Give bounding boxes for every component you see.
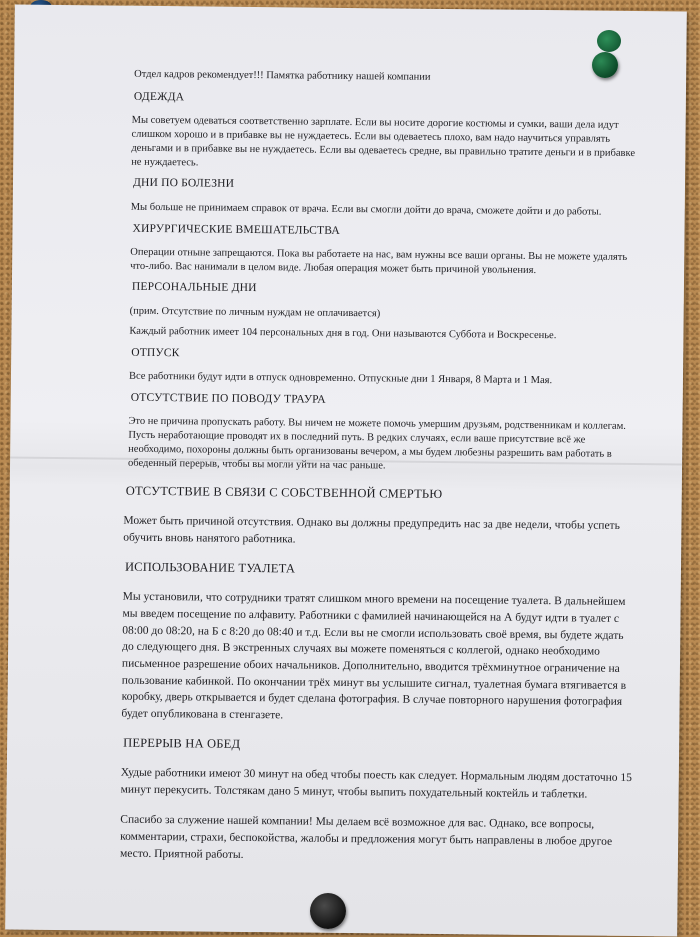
section-bereavement: [118, 391, 639, 476]
section-own-death: [117, 483, 638, 552]
section-paragraph: Каждый работник имеет 104 персональных дня в год. Они называются Суббота и Воскресенье.: [129, 326, 557, 342]
section-paragraph: Это не причина пропускать работу. Вы ничем не можете помочь умершим друзьям, родственникам и коллегам. Пусть неработающие проводят их в последний путь. В редких случаях, если ваше присутствие всё же необходимо, похороны должны быть организованы вечером, а мы будем любезны разрешить вам работать в обеденный перерыв, чтобы вы могли уйти на час раньше.: [128, 416, 626, 472]
memo-lower-half: [114, 483, 638, 868]
section-paragraph: Мы советуем одеваться соответственно зарплате. Если вы носите дорогие костюмы и сумки, ваши дела идут слишком хорошо и в прибавке вы не нуждаетесь. Если вы одеваетесь плохо, вам надо научиться управлять деньгами и в прибавке вы не нуждаетесь. Если вы одеваетесь средне, вы правильно тратите деньги и в прибавке не нуждаетесь.: [131, 114, 636, 169]
section-paragraph: Мы установили, что сотрудники тратят слишком много времени на посещение туалета. В дальнейшем мы введем посещение по алфавиту. Работники с фамилией начинающейся на А будут идти в туалет с 08:00 до 08:20, на Б с 8:20 до 08:40 и т.д. Если вы не смогли использовать своё время, вы будете ждать до следующего дня. В экстренных случаях вы можете поменяться с коллегой, однако необходимо письменное разрешение обоих начальников. Дополнительно, вводится трёхминутное ограничение на пользование кабинкой. По окончании трёх минут вы услышите сигнал, туалетная бумага втягивается в коробку, дверь открывается и будет сделана фотография. В случае повторного нарушения фотография будет опубликована в стенгазете.: [121, 590, 627, 722]
section-vacation: [119, 346, 639, 389]
section-paragraph: Мы больше не принимаем справок от врача. Если вы смогли дойти до врача, сможете дойти и до работы.: [130, 201, 602, 218]
section-paragraph: Худые работники имеют 30 минут на обед чтобы поесть как следует. Нормальным людям достаточно 15 минут перекусить. Толстякам дано 5 минут, чтобы выпить похудательный коктейль и таблетки.: [120, 766, 632, 801]
closing-paragraph: Спасибо за служение нашей компании! Мы делаем всё возможное для вас. Однако, все вопросы, комментарии, страхи, беспокойства, жалобы и предложения могут быть направлены в любое другое место. Приятной работы.: [119, 814, 613, 861]
memo-title: Отдел кадров рекомендует!!! Памятка работнику нашей компании: [134, 68, 431, 83]
section-heading: ОДЕЖДА: [133, 90, 185, 104]
section-lunch-break: [114, 734, 635, 867]
section-paragraph: Все работники будут идти в отпуск одновременно. Отпускные дни 1 Января, 8 Марта и 1 Мая.: [128, 371, 553, 387]
black-pushpin-icon: [310, 893, 346, 929]
section-personal-days: [119, 280, 640, 344]
section-heading: ХИРУРГИЧЕСКИЕ ВМЕШАТЕЛЬСТВА: [132, 222, 341, 237]
green-pushpin-icon: [592, 52, 618, 78]
section-paragraph: Операции отныне запрещаются. Пока вы работаете на нас, вам нужны все ваши органы. Вы не можете удалять что-либо. Вас нанимали в целом виде. Любая операция может быть причиной увольнения.: [130, 246, 628, 276]
section-sick-days: [121, 176, 641, 219]
section-clothing: [121, 89, 642, 174]
section-heading: ОТСУТСТВИЕ В СВЯЗИ С СОБСТВЕННОЙ СМЕРТЬЮ: [125, 483, 443, 501]
section-heading: ПЕРСОНАЛЬНЫЕ ДНИ: [131, 281, 257, 295]
section-heading: ПЕРЕРЫВ НА ОБЕД: [123, 735, 241, 751]
memo-content: [114, 68, 642, 876]
section-heading: ДНИ ПО БОЛЕЗНИ: [132, 177, 235, 191]
section-heading: ИСПОЛЬЗОВАНИЕ ТУАЛЕТА: [124, 559, 296, 576]
section-paragraph: Может быть причиной отсутствия. Однако вы должны предупредить нас за две недели, чтобы успеть обучить вновь нанятого работника.: [123, 515, 620, 546]
green-pushpin-head-icon: [597, 30, 621, 52]
section-surgery: [120, 221, 641, 278]
section-heading: ОТСУТСТВИЕ ПО ПОВОДУ ТРАУРА: [130, 392, 326, 407]
section-toilet-use: [115, 558, 637, 727]
memo-paper: [5, 5, 687, 937]
section-heading: ОТПУСК: [131, 347, 180, 360]
section-paragraph: (прим. Отсутствие по личным нуждам не оплачивается): [129, 305, 381, 319]
